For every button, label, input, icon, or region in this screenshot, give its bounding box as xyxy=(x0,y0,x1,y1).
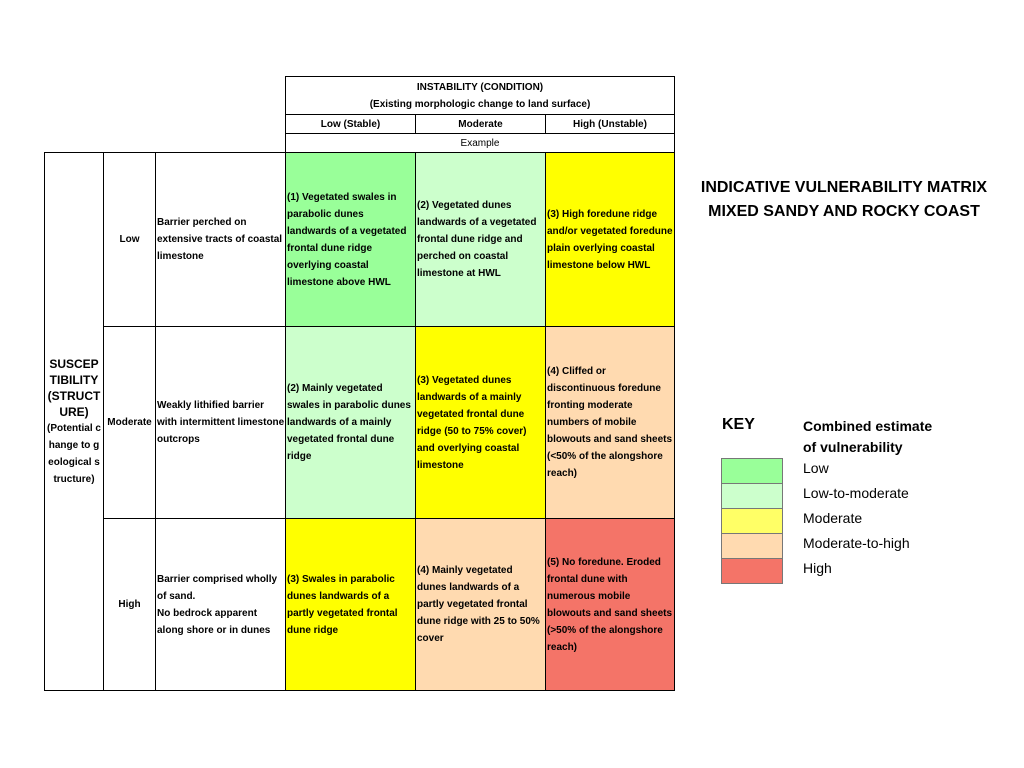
susceptibility-title: SUSCEPTIBILITY (STRUCTURE) xyxy=(47,356,101,419)
matrix-cell-moderate-moderate: (3) Vegetated dunes landwards of a mainly vegetated frontal dune ridge (50 to 75% cover) and overlying coastal limestone xyxy=(415,326,546,519)
key-swatch-low-to-moderate xyxy=(721,483,783,509)
key-label-moderate: Moderate xyxy=(803,510,863,526)
matrix-cell-low-low: (1) Vegetated swales in parabolic dunes landwards of a vegetated frontal dune ridge overlying coastal limestone above HWL xyxy=(285,152,416,327)
key-heading: Combined estimate of vulnerability xyxy=(803,418,933,455)
row-description-high xyxy=(155,518,286,691)
key-label-low-to-moderate: Low-to-moderate xyxy=(803,485,909,501)
column-header-low: Low (Stable) xyxy=(285,114,416,134)
row-description-text: Barrier perched on extensive tracts of coastal limestone xyxy=(157,217,283,262)
column-header-moderate: Moderate xyxy=(415,114,546,134)
matrix-title: INDICATIVE VULNERABILITY MATRIX MIXED SANDY AND ROCKY COAST xyxy=(700,179,988,220)
key-swatch-moderate-to-high xyxy=(721,533,783,559)
matrix-cell-moderate-low: (2) Mainly vegetated swales in parabolic dunes landwards of a mainly vegetated frontal dune ridge xyxy=(285,326,416,519)
key-swatch-moderate xyxy=(721,508,783,534)
matrix-cell-low-high: (3) High foredune ridge and/or vegetated foredune plain overlying coastal limestone below HWL xyxy=(545,152,675,327)
row-level-label: Moderate xyxy=(107,416,152,428)
key-label-high: High xyxy=(803,560,832,576)
row-level-label: Low xyxy=(119,233,140,245)
row-level-low xyxy=(103,152,156,327)
key-label-low: Low xyxy=(803,460,829,476)
matrix-cell-low-moderate: (2) Vegetated dunes landwards of a vegetated frontal dune ridge and perched on coastal limestone at HWL xyxy=(415,152,546,327)
matrix-cell-high-low: (3) Swales in parabolic dunes landwards of a partly vegetated frontal dune ridge xyxy=(285,518,416,691)
row-level-high xyxy=(103,518,156,691)
susceptibility-axis xyxy=(44,152,104,691)
row-description-text: Weakly lithified barrier with intermittent limestone outcrops xyxy=(157,400,285,445)
susceptibility-subtitle: (Potential change to geological structure) xyxy=(47,422,101,485)
matrix-cell-high-high: (5) No foredune. Eroded frontal dune with numerous mobile blowouts and sand sheets (>50% of the alongshore reach) xyxy=(545,518,675,691)
key-title: KEY xyxy=(722,416,755,433)
row-level-label: High xyxy=(118,598,141,610)
matrix-cell-moderate-high: (4) Cliffed or discontinuous foredune fronting moderate numbers of mobile blowouts and sand sheets (<50% of the alongshore reach) xyxy=(545,326,675,519)
instability-title: INSTABILITY (CONDITION) xyxy=(416,81,544,93)
column-header-high: High (Unstable) xyxy=(545,114,675,134)
matrix-cell-high-moderate: (4) Mainly vegetated dunes landwards of a partly vegetated frontal dune ridge with 25 to 50% cover xyxy=(415,518,546,691)
example-label: Example xyxy=(285,133,675,153)
instability-subtitle: (Existing morphologic change to land surface) xyxy=(369,98,591,110)
row-level-moderate xyxy=(103,326,156,519)
row-description-text: Barrier comprised wholly of sand. No bedrock apparent along shore or in dunes xyxy=(157,573,278,636)
row-description-low xyxy=(155,152,286,327)
row-description-moderate xyxy=(155,326,286,519)
key-swatch-high xyxy=(721,558,783,584)
instability-header xyxy=(285,76,675,115)
key-swatch-low xyxy=(721,458,783,484)
key-label-moderate-to-high: Moderate-to-high xyxy=(803,535,910,551)
